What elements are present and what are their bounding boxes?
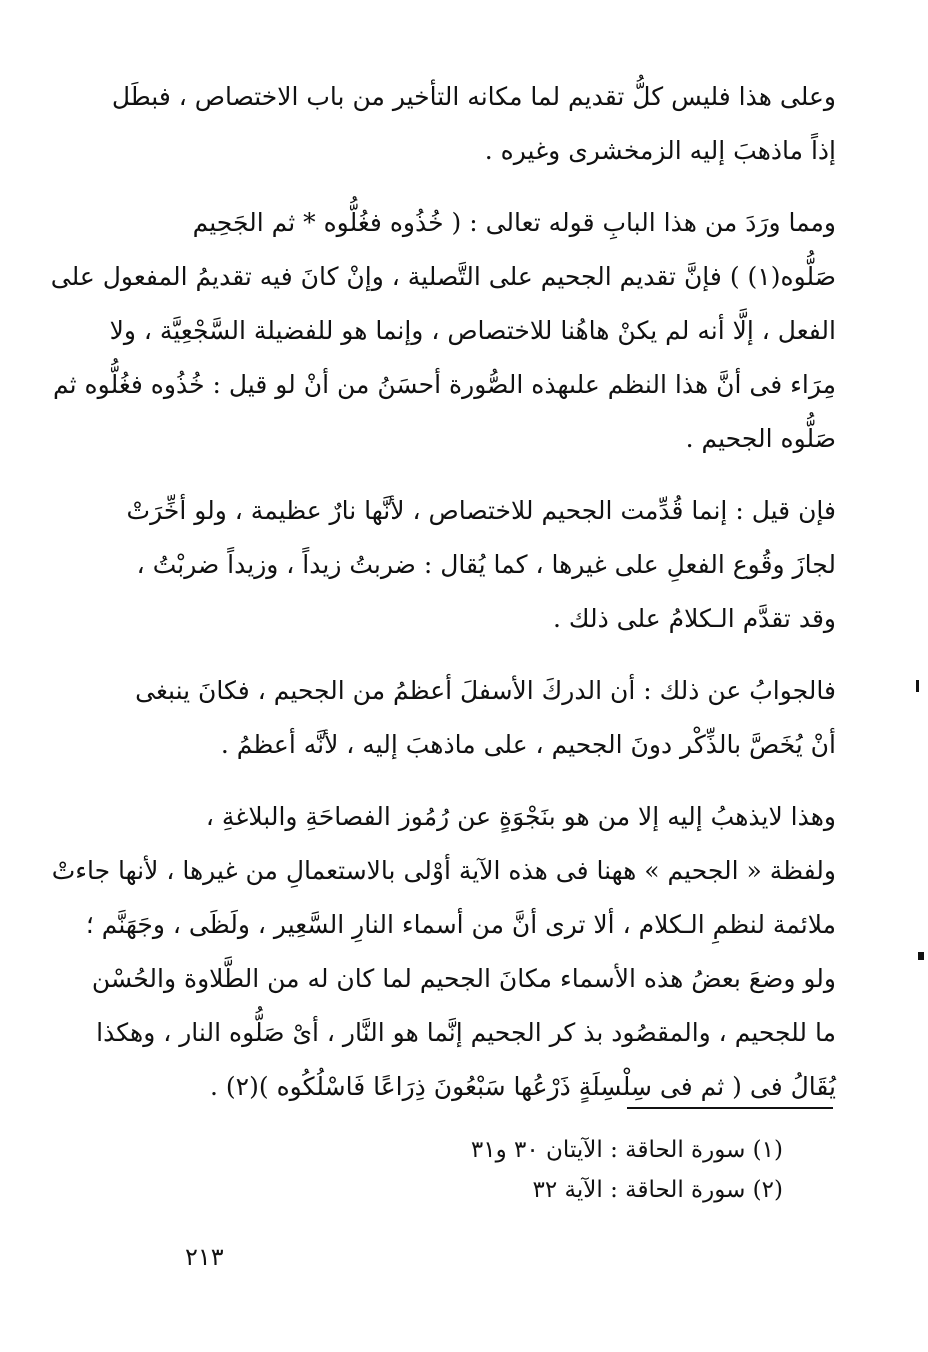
text-line: يُقَالُ فى ( ثم فى سِلْسِلَةٍ ذَرْعُها سَبْعُونَ ذِرَاعًا فَاسْلُكُوه )(٢) . — [210, 1072, 836, 1101]
text-line: مِرَاء فى أنَّ هذا النظم علىهذه الصُّورة أحسَنُ من أنْ لو قيل : خُذُوه فغُلُّوه ثم — [53, 370, 836, 399]
text-line: فالجوابُ عن ذلك : أن الدركَ الأسفلَ أعظمُ من الجحيم ، فكانَ ينبغى — [135, 676, 836, 705]
text-line: صَلُّوه الجحيم . — [685, 424, 836, 453]
text-line: الفعل ، إلَّا أنه لم يكنْ هاهُنا للاختصاص ، وإنما هو للفضيلة السَّجْعِيَّة ، ولا — [109, 316, 836, 345]
text-line: ما للجحيم ، والمقصُود بذ كر الجحيم إنَّما هو النَّار ، أىْ صَلُّوه النار ، وهكذا — [96, 1018, 836, 1047]
scan-mark — [918, 952, 924, 960]
paragraph-5 — [51, 790, 836, 1114]
page-body — [50, 70, 836, 1132]
paragraph-1 — [111, 70, 836, 178]
page-number: ٢١٣ — [185, 1243, 224, 1271]
scan-mark — [916, 680, 919, 692]
paragraph-2 — [50, 196, 836, 466]
footnote-divider — [627, 1107, 833, 1109]
text-line: وعلى هذا فليس كلُّ تقديم لما مكانه التأخير من باب الاختصاص ، فبطَل — [111, 82, 836, 111]
text-line: صَلُّوه(١) ) فإنَّ تقديم الجحيم على التَّصلية ، وإنْ كانَ فيه تقديمُ المفعول على — [50, 262, 836, 291]
footnote-2: (٢) سورة الحاقة : الآية ٣٢ — [532, 1177, 783, 1203]
paragraph-3 — [126, 484, 836, 646]
footnote-1: (١) سورة الحاقة : الآيتان ٣٠ و٣١ — [470, 1137, 783, 1163]
text-line: ولو وضعَ بعضُ هذه الأسماء مكانَ الجحيم لما كان له من الطَّلاوة والحُسْن — [91, 964, 836, 993]
paragraph-4 — [135, 664, 836, 772]
text-line: وقد تقدَّم الـكلامُ على ذلك . — [553, 604, 836, 633]
text-line: إذاً ماذهبَ إليه الزمخشرى وغيره . — [484, 136, 836, 165]
text-line: لجازَ وقُوع الفعلِ على غيرها ، كما يُقال : ضربتُ زيداً ، وزيداً ضربْتُ ، — [136, 550, 836, 579]
text-line: ولفظة « الجحيم » ههنا فى هذه الآية أوْلى بالاستعمالِ من غيرها ، لأنها جاءتْ — [51, 856, 836, 885]
text-line: وهذا لايذهبُ إليه إلا من هو بنَجْوَةٍ عن رُمُوز الفصاحَةِ والبلاغةِ ، — [205, 802, 836, 831]
text-line: ملائمة لنظمِ الـكلام ، ألا ترى أنَّ من أسماء النارِ السَّعِير ، ولَظَى ، وجَهَنَّم ؛ — [85, 910, 836, 939]
text-line: أنْ يُخَصَّ بالذِّكْر دونَ الجحيم ، على ماذهبَ إليه ، لأنَّه أعظمُ . — [220, 730, 836, 759]
text-line: فإن قيل : إنما قُدِّمت الجحيم للاختصاص ، لأنَّها نارٌ عظيمة ، ولو أخِّرَتْ — [126, 496, 836, 525]
text-line: ومما ورَدَ من هذا البابِ قوله تعالى : ( خُذُوه فغُلُّوه * ثم الجَحِيم — [192, 208, 836, 237]
footnotes — [471, 1130, 783, 1210]
